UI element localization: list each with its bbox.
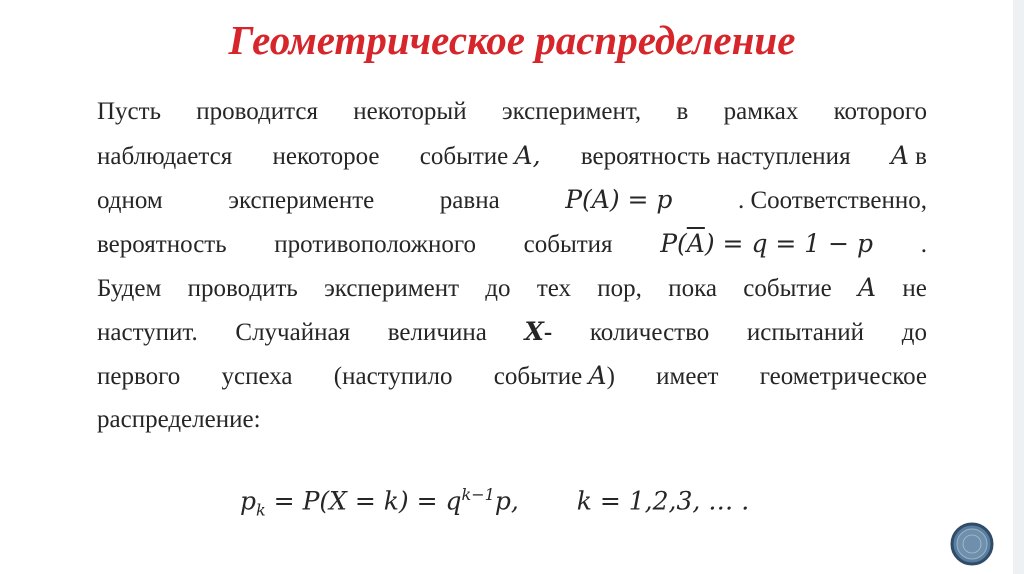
math-var: A xyxy=(588,361,607,390)
text-line xyxy=(97,134,927,178)
word: событие xyxy=(419,143,509,170)
word: испытаний xyxy=(746,319,865,346)
math-var: A xyxy=(858,273,877,302)
circular-logo-icon xyxy=(950,522,994,566)
formula-prob: P(X = k) xyxy=(302,486,409,516)
word: наступит. xyxy=(97,319,198,346)
math-part: P( xyxy=(660,229,687,258)
word: эксперимент xyxy=(324,275,460,302)
text-line xyxy=(97,354,927,398)
geometric-formula xyxy=(240,485,749,519)
word: равна xyxy=(439,187,500,214)
text-line xyxy=(97,398,927,442)
word: одном xyxy=(97,187,163,214)
word: до xyxy=(485,275,511,302)
word: имеет xyxy=(656,363,719,390)
word: (наступило xyxy=(333,363,453,390)
formula-k-range: k = 1,2,3, … . xyxy=(576,486,750,516)
word: количество xyxy=(589,319,710,346)
word: геометрическое xyxy=(759,363,927,390)
word: пока xyxy=(668,275,717,302)
text-line xyxy=(97,266,927,310)
word: событие xyxy=(743,275,832,302)
formula-q: q xyxy=(445,486,462,516)
word: событие xyxy=(493,363,583,390)
math-var: A xyxy=(890,141,909,170)
right-border xyxy=(1013,0,1024,574)
word-group xyxy=(420,134,541,179)
word: в xyxy=(915,143,927,170)
text-line xyxy=(97,310,927,354)
word: пор, xyxy=(597,275,642,302)
word: наблюдается xyxy=(97,143,233,170)
text-line xyxy=(97,178,927,222)
slide-title: Геометрическое распределение xyxy=(228,17,796,63)
formula-eq: = xyxy=(408,486,446,516)
word: до xyxy=(901,319,927,346)
word: . xyxy=(920,231,927,258)
word: Пусть xyxy=(97,98,161,125)
word: эксперимент, xyxy=(501,98,642,125)
math-var: X xyxy=(524,317,544,346)
word: распределение: xyxy=(97,406,261,433)
formula-p2: p, xyxy=(494,486,519,516)
word: успеха xyxy=(221,363,293,390)
word: Будем xyxy=(97,275,162,302)
text-line xyxy=(97,222,927,266)
body-text xyxy=(97,90,927,442)
word-group: вероятность наступления xyxy=(580,143,851,170)
word: величина xyxy=(387,319,487,346)
paren: ) xyxy=(606,363,615,390)
formula-eq: = xyxy=(265,486,303,516)
word-group xyxy=(494,354,615,399)
word-group: . Соответственно, xyxy=(737,187,927,214)
word: противоположного xyxy=(274,231,476,258)
word: в xyxy=(676,98,689,125)
word: проводится xyxy=(196,98,318,125)
word-group xyxy=(524,310,552,355)
word: эксперименте xyxy=(228,187,375,214)
word: вероятность xyxy=(97,231,227,258)
math-var: A, xyxy=(514,141,541,170)
word-group xyxy=(891,134,927,179)
text-line xyxy=(97,90,927,134)
word: не xyxy=(902,275,927,302)
math-part: ) = q = 1 − p xyxy=(704,229,874,258)
math-formula: P(A) = p xyxy=(565,185,673,214)
word: первого xyxy=(97,363,181,390)
dash: - xyxy=(543,319,553,346)
formula-p: p xyxy=(240,486,257,516)
word: некоторое xyxy=(272,143,380,170)
word: проводить xyxy=(187,275,298,302)
math-formula xyxy=(660,222,873,266)
math-part: $\overline{A}$ xyxy=(686,229,705,258)
word: некоторый xyxy=(353,98,467,125)
word: тех xyxy=(536,275,572,302)
word: которого xyxy=(833,98,927,125)
formula-sub-k: k xyxy=(256,500,266,520)
word: рамках xyxy=(723,98,799,125)
word: Случайная xyxy=(235,319,351,346)
formula-exponent: k−1 xyxy=(461,485,495,504)
word: события xyxy=(523,231,613,258)
